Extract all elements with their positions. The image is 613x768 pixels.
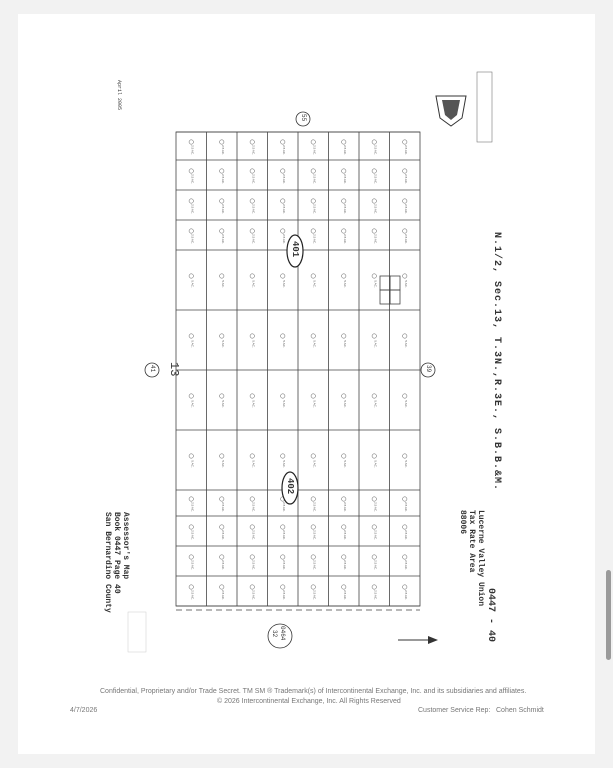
parcel-acreage: 5 AC. <box>373 400 378 408</box>
parcel-acreage: 5 AC. <box>281 280 286 288</box>
parcel-marker <box>281 274 285 278</box>
parcel-marker <box>189 585 193 589</box>
parcel-acreage: 2.5 AC. <box>190 204 195 214</box>
parcel-grid <box>176 132 420 610</box>
parcel-acreage: 2.5 AC. <box>373 560 378 570</box>
parcel-marker <box>189 454 193 458</box>
parcel-marker <box>281 394 285 398</box>
parcel-marker <box>403 199 407 203</box>
parcel-acreage: 2.5 AC. <box>281 145 286 155</box>
parcel-marker <box>220 585 224 589</box>
parcel-marker <box>403 229 407 233</box>
parcel-marker <box>220 555 224 559</box>
parcel-acreage: 2.5 AC. <box>342 145 347 155</box>
parcel-marker <box>281 334 285 338</box>
parcel-acreage: 5 AC. <box>220 340 225 348</box>
parcel-55-number: 55 <box>300 114 307 122</box>
parcel-acreage: 2.5 AC. <box>220 204 225 214</box>
parcel-marker <box>220 229 224 233</box>
parcel-acreage: 5 AC. <box>220 280 225 288</box>
parcel-acreage: 5 AC. <box>312 460 317 468</box>
parcel-marker <box>342 454 346 458</box>
parcel-acreage: 2.5 AC. <box>403 560 408 570</box>
parcel-marker <box>342 394 346 398</box>
parcel-marker <box>311 525 315 529</box>
parcel-marker <box>250 140 254 144</box>
parcel-39-number: 39 <box>425 365 432 373</box>
parcel-marker <box>250 274 254 278</box>
parcel-acreage: 2.5 AC. <box>373 145 378 155</box>
parcel-marker <box>250 199 254 203</box>
vertical-scrollbar[interactable] <box>606 570 611 660</box>
parcel-acreage: 5 AC. <box>403 280 408 288</box>
parcel-acreage: 2.5 AC. <box>403 174 408 184</box>
parcel-acreage: 2.5 AC. <box>373 174 378 184</box>
block-402-number: 402 <box>285 478 295 495</box>
parcel-marker <box>403 169 407 173</box>
parcel-marker <box>311 334 315 338</box>
parcel-marker <box>250 585 254 589</box>
parcel-acreage: 2.5 AC. <box>251 502 256 512</box>
stamp-box <box>128 612 146 652</box>
parcel-marker <box>220 199 224 203</box>
parcel-acreage: 2.5 AC. <box>403 590 408 600</box>
parcel-acreage: 2.5 AC. <box>342 204 347 214</box>
parcel-acreage: 2.5 AC. <box>342 502 347 512</box>
parcel-acreage: 5 AC. <box>190 400 195 408</box>
parcel-41-number: 41 <box>149 365 156 373</box>
parcel-acreage: 2.5 AC. <box>312 560 317 570</box>
parcel-marker <box>281 229 285 233</box>
parcel-acreage: 2.5 AC. <box>190 502 195 512</box>
parcel-acreage: 2.5 AC. <box>312 530 317 540</box>
parcel-marker <box>220 274 224 278</box>
tax-area-title: Lucerne Valley Union <box>476 510 485 607</box>
tax-area-code: 88006 <box>458 510 467 535</box>
parcel-acreage: 2.5 AC. <box>251 174 256 184</box>
parcel-marker <box>311 585 315 589</box>
parcel-acreage: 5 AC. <box>312 280 317 288</box>
parcel-marker <box>189 229 193 233</box>
service-rep-label: Customer Service Rep: <box>418 707 491 714</box>
parcel-marker <box>189 394 193 398</box>
parcel-marker <box>189 274 193 278</box>
parcel-marker <box>372 199 376 203</box>
parcel-acreage: 2.5 AC. <box>373 234 378 244</box>
parcel-acreage: 5 AC. <box>190 280 195 288</box>
parcel-acreage: 5 AC. <box>251 280 256 288</box>
parcel-marker <box>281 525 285 529</box>
parcel-marker <box>220 454 224 458</box>
parcel-acreage: 2.5 AC. <box>342 174 347 184</box>
parcel-acreage: 2.5 AC. <box>190 530 195 540</box>
parcel-acreage: 5 AC. <box>251 340 256 348</box>
parcel-acreage: 2.5 AC. <box>281 204 286 214</box>
parcel-marker <box>250 525 254 529</box>
parcel-marker <box>403 454 407 458</box>
parcel-acreage: 2.5 AC. <box>190 234 195 244</box>
parcel-acreage: 2.5 AC. <box>190 590 195 600</box>
parcel-acreage: 2.5 AC. <box>373 502 378 512</box>
parcel-acreage: 5 AC. <box>342 340 347 348</box>
parcel-marker <box>189 140 193 144</box>
parcel-marker <box>342 497 346 501</box>
parcel-acreage: 2.5 AC. <box>281 502 286 512</box>
parcel-acreage: 5 AC. <box>220 400 225 408</box>
parcel-acreage: 2.5 AC. <box>312 234 317 244</box>
parcel-marker <box>342 525 346 529</box>
parcel-marker <box>372 140 376 144</box>
document-page <box>18 14 595 754</box>
parcel-marker <box>372 229 376 233</box>
parcel-acreage: 2.5 AC. <box>190 174 195 184</box>
parcel-32-number: 32 <box>271 630 278 638</box>
parcel-marker <box>250 454 254 458</box>
parcel-acreage: 5 AC. <box>251 460 256 468</box>
parcel-marker <box>250 497 254 501</box>
parcel-marker <box>220 497 224 501</box>
parcel-marker <box>311 497 315 501</box>
parcel-acreage: 5 AC. <box>220 460 225 468</box>
parcel-acreage: 2.5 AC. <box>281 174 286 184</box>
parcel-marker <box>311 199 315 203</box>
parcel-acreage: 2.5 AC. <box>251 590 256 600</box>
block-401-number: 401 <box>290 241 300 258</box>
parcel-marker <box>403 555 407 559</box>
parcel-marker <box>342 585 346 589</box>
parcel-marker <box>250 555 254 559</box>
parcel-acreage: 2.5 AC. <box>220 174 225 184</box>
parcel-marker <box>311 454 315 458</box>
parcel-marker <box>220 525 224 529</box>
parcel-marker <box>372 334 376 338</box>
parcel-marker <box>311 555 315 559</box>
parcel-marker <box>281 454 285 458</box>
parcel-acreage: 2.5 AC. <box>220 560 225 570</box>
parcel-marker <box>372 555 376 559</box>
parcel-marker <box>189 199 193 203</box>
parcel-marker <box>342 229 346 233</box>
parcel-marker <box>250 229 254 233</box>
parcel-acreage: 2.5 AC. <box>190 560 195 570</box>
parcel-acreage: 2.5 AC. <box>403 234 408 244</box>
parcel-acreage: 2.5 AC. <box>220 145 225 155</box>
parcel-acreage: 2.5 AC. <box>373 590 378 600</box>
parcel-acreage: 5 AC. <box>342 400 347 408</box>
parcel-acreage: 5 AC. <box>281 460 286 468</box>
parcel-acreage: 2.5 AC. <box>251 530 256 540</box>
assessor-county: San Bernardino County <box>103 512 112 613</box>
parcel-acreage: 2.5 AC. <box>220 590 225 600</box>
parcel-acreage: 2.5 AC. <box>373 204 378 214</box>
county-seal-icon <box>436 72 492 142</box>
parcel-acreage: 5 AC. <box>373 340 378 348</box>
parcel-marker <box>250 394 254 398</box>
parcel-marker <box>220 169 224 173</box>
parcel-marker <box>311 229 315 233</box>
parcel-marker <box>250 334 254 338</box>
parcel-marker <box>281 585 285 589</box>
parcel-acreage: 2.5 AC. <box>281 234 286 244</box>
parcel-marker <box>220 394 224 398</box>
parcel-marker <box>372 525 376 529</box>
parcel-acreage: 2.5 AC. <box>281 560 286 570</box>
parcel-acreage: 5 AC. <box>403 460 408 468</box>
parcel-acreage: 5 AC. <box>403 340 408 348</box>
parcel-acreage: 2.5 AC. <box>251 560 256 570</box>
assessor-map-label: Assessor's Map <box>121 512 130 580</box>
parcel-acreage: 5 AC. <box>373 460 378 468</box>
parcel-marker <box>403 140 407 144</box>
parcel-acreage: 5 AC. <box>373 280 378 288</box>
parcel-acreage: 2.5 AC. <box>312 145 317 155</box>
parcel-acreage: 2.5 AC. <box>281 590 286 600</box>
service-rep-name: Cohen Schmidt <box>496 707 544 714</box>
parcel-marker <box>403 334 407 338</box>
parcel-marker <box>342 555 346 559</box>
parcel-acreage: 2.5 AC. <box>342 234 347 244</box>
parcel-marker <box>311 394 315 398</box>
confidential-notice: Confidential, Proprietary and/or Trade Secret. TM SM ® Trademark(s) of Intercontinental Exchange, Inc. and its subsidiaries and affiliates. <box>100 688 527 695</box>
parcel-acreage: 2.5 AC. <box>342 560 347 570</box>
parcel-acreage: 2.5 AC. <box>281 530 286 540</box>
parcel-acreage: 2.5 AC. <box>312 590 317 600</box>
parcel-acreage: 2.5 AC. <box>373 530 378 540</box>
parcel-marker <box>281 140 285 144</box>
parcel-marker <box>342 274 346 278</box>
parcel-acreage: 5 AC. <box>251 400 256 408</box>
book-page-number: 0447 - 40 <box>485 588 496 643</box>
parcel-acreage: 5 AC. <box>281 340 286 348</box>
copyright-notice: © 2026 Intercontinental Exchange, Inc. All Rights Reserved <box>217 698 401 705</box>
parcel-acreage: 2.5 AC. <box>403 204 408 214</box>
parcel-marker <box>281 169 285 173</box>
parcel-marker <box>372 585 376 589</box>
parcel-marker <box>250 169 254 173</box>
section-13-number: 13 <box>167 362 181 377</box>
assessor-map <box>18 14 595 754</box>
parcel-acreage: 2.5 AC. <box>251 204 256 214</box>
parcel-acreage: 2.5 AC. <box>312 174 317 184</box>
parcel-marker <box>372 394 376 398</box>
parcel-marker <box>220 334 224 338</box>
parcel-marker <box>342 140 346 144</box>
parcel-marker <box>189 169 193 173</box>
parcel-marker <box>372 454 376 458</box>
parcel-marker <box>403 394 407 398</box>
parcel-marker <box>403 274 407 278</box>
parcel-marker <box>189 555 193 559</box>
parcel-acreage: 2.5 AC. <box>220 234 225 244</box>
parcel-acreage: 5 AC. <box>312 340 317 348</box>
tax-area-label: Tax Rate Area <box>467 510 476 573</box>
map-title: N.1/2, Sec.13, T.3N.,R.3E., S.B.B.&M. <box>491 232 502 492</box>
parcel-acreage: 2.5 AC. <box>251 234 256 244</box>
parcel-marker <box>220 140 224 144</box>
parcel-acreage: 5 AC. <box>342 280 347 288</box>
assessor-book-page: Book 0447 Page 40 <box>112 512 121 594</box>
parcel-marker <box>403 585 407 589</box>
parcel-acreage: 2.5 AC. <box>190 145 195 155</box>
parcel-marker <box>311 274 315 278</box>
parcel-marker <box>281 555 285 559</box>
parcel-acreage: 5 AC. <box>190 460 195 468</box>
parcel-acreage: 5 AC. <box>312 400 317 408</box>
parcel-marker <box>372 274 376 278</box>
parcel-marker <box>311 169 315 173</box>
parcel-marker <box>311 140 315 144</box>
parcel-marker <box>342 334 346 338</box>
parcel-acreage: 2.5 AC. <box>251 145 256 155</box>
parcel-marker <box>189 525 193 529</box>
parcel-marker <box>189 334 193 338</box>
parcel-marker <box>342 169 346 173</box>
date-stamp: April 2005 <box>116 80 122 111</box>
parcel-marker <box>281 199 285 203</box>
parcel-marker <box>372 497 376 501</box>
parcel-acreage: 5 AC. <box>190 340 195 348</box>
parcel-acreage: 2.5 AC. <box>342 530 347 540</box>
parcel-acreage: 2.5 AC. <box>403 145 408 155</box>
north-arrow-icon <box>398 636 438 644</box>
parcel-0464-number: 0464 <box>279 626 286 641</box>
parcel-acreage: 5 AC. <box>403 400 408 408</box>
parcel-acreage: 2.5 AC. <box>403 502 408 512</box>
parcel-acreage: 2.5 AC. <box>403 530 408 540</box>
parcel-acreage: 2.5 AC. <box>220 502 225 512</box>
parcel-marker <box>189 497 193 501</box>
parcel-acreage: 5 AC. <box>281 400 286 408</box>
parcel-acreage: 2.5 AC. <box>220 530 225 540</box>
parcel-marker <box>403 525 407 529</box>
parcel-acreage: 2.5 AC. <box>312 502 317 512</box>
parcel-acreage: 5 AC. <box>342 460 347 468</box>
parcel-marker <box>342 199 346 203</box>
print-date: 4/7/2026 <box>70 707 98 714</box>
parcel-acreage: 2.5 AC. <box>312 204 317 214</box>
parcel-marker <box>372 169 376 173</box>
parcel-acreage: 2.5 AC. <box>342 590 347 600</box>
parcel-marker <box>403 497 407 501</box>
